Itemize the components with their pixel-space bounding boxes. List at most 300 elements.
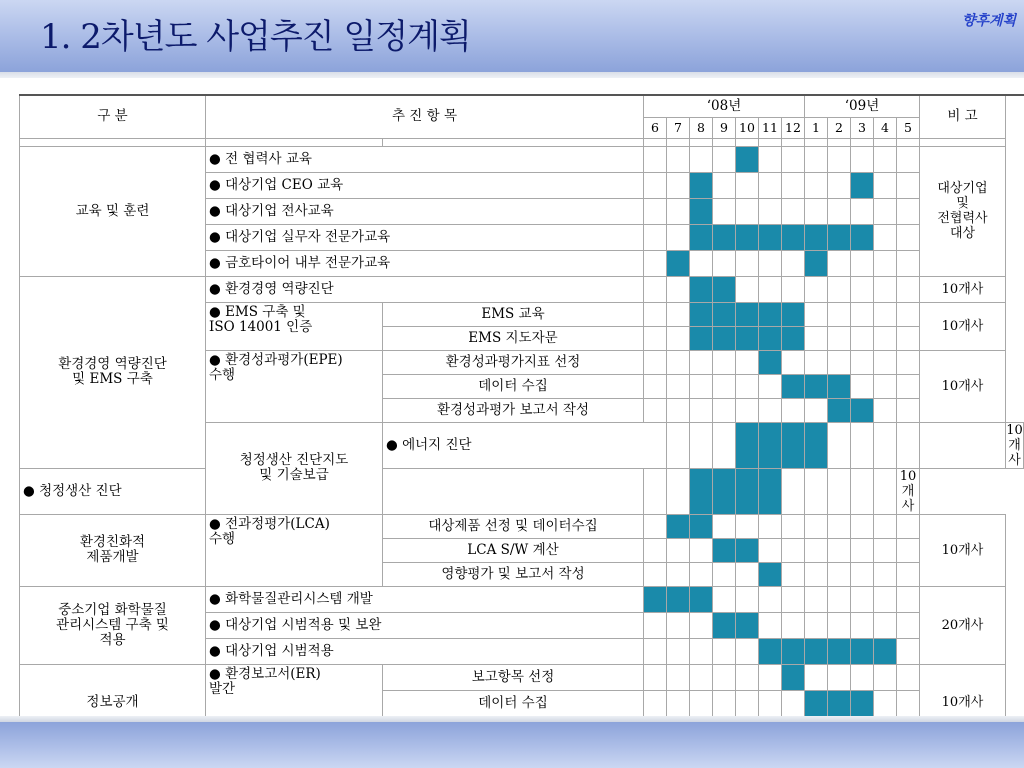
gantt-cell (897, 276, 920, 302)
gantt-cell (851, 250, 874, 276)
gantt-cell (759, 586, 782, 612)
header-month: 9 (713, 117, 736, 138)
gantt-cell-scheduled (713, 538, 736, 562)
gantt-cell (874, 468, 897, 514)
gantt-cell (897, 398, 920, 422)
gantt-cell (736, 562, 759, 586)
gantt-cell (851, 468, 874, 514)
gantt-cell-scheduled (851, 172, 874, 198)
task-item: ● 대상기업 전사교육 (206, 198, 644, 224)
gantt-cell (851, 146, 874, 172)
gantt-cell (897, 250, 920, 276)
subtask-item: 보고항목 선정 (383, 664, 644, 690)
gantt-cell (828, 538, 851, 562)
gantt-cell-scheduled (736, 612, 759, 638)
gantt-cell (667, 690, 690, 716)
gantt-cell-scheduled (759, 302, 782, 326)
table-row (20, 514, 1024, 538)
gantt-cell-scheduled (805, 422, 828, 468)
task-item: ● 대상기업 CEO 교육 (206, 172, 644, 198)
gantt-cell (828, 612, 851, 638)
gantt-cell (667, 198, 690, 224)
header-month: 11 (759, 117, 782, 138)
task-item: ● 금호타이어 내부 전문가교육 (206, 250, 644, 276)
gantt-cell (759, 690, 782, 716)
gantt-cell (713, 514, 736, 538)
task-item: ● 대상기업 실무자 전문가교육 (206, 224, 644, 250)
gantt-cell (782, 468, 805, 514)
gantt-cell-scheduled (713, 326, 736, 350)
gantt-cell (713, 146, 736, 172)
gantt-cell (874, 326, 897, 350)
header-month: 1 (805, 117, 828, 138)
header-spacer (690, 138, 713, 146)
gantt-cell-scheduled (644, 586, 667, 612)
gantt-cell (874, 690, 897, 716)
header-spacer (828, 138, 851, 146)
gantt-cell (713, 638, 736, 664)
gantt-cell (713, 350, 736, 374)
gantt-cell (736, 374, 759, 398)
gantt-cell (713, 664, 736, 690)
task-item: ● 환경보고서(ER) 발간 (206, 664, 383, 742)
gantt-cell (667, 302, 690, 326)
gantt-cell (690, 690, 713, 716)
gantt-cell (667, 398, 690, 422)
task-item: ● 대상기업 시범적용 (206, 638, 644, 664)
task-item: ● 환경경영 역량진단 (206, 276, 644, 302)
gantt-cell-scheduled (736, 538, 759, 562)
header-year-08: ‘08년 (644, 95, 805, 117)
gantt-cell (851, 664, 874, 690)
gantt-cell (667, 468, 690, 514)
gantt-cell (690, 398, 713, 422)
gantt-cell (667, 350, 690, 374)
gantt-cell (897, 514, 920, 538)
gantt-cell (828, 664, 851, 690)
gantt-cell (713, 198, 736, 224)
gantt-cell (713, 250, 736, 276)
header-category: 구 분 (20, 95, 206, 138)
subtask-item: 데이터 수집 (383, 374, 644, 398)
gantt-cell-scheduled (759, 224, 782, 250)
gantt-cell (644, 690, 667, 716)
gantt-cell (851, 350, 874, 374)
gantt-cell (644, 250, 667, 276)
gantt-cell-scheduled (828, 638, 851, 664)
gantt-cell-scheduled (736, 326, 759, 350)
note-cell: 10개사 (920, 302, 1006, 350)
header-spacer (383, 138, 644, 146)
note-cell: 10개사 (897, 468, 920, 514)
gantt-cell (759, 198, 782, 224)
header-spacer (874, 138, 897, 146)
gantt-cell (736, 198, 759, 224)
gantt-cell-scheduled (759, 562, 782, 586)
footer-bar (0, 722, 1024, 768)
gantt-cell (897, 690, 920, 716)
category-cell: 환경경영 역량진단 및 EMS 구축 (20, 276, 206, 468)
header-spacer (920, 138, 1006, 146)
gantt-cell-scheduled (782, 326, 805, 350)
note-cell: 10개사 (920, 276, 1006, 302)
subtask-item: EMS 교육 (383, 302, 644, 326)
schedule-table (19, 94, 1024, 743)
task-item: ● EMS 구축 및 ISO 14001 인증 (206, 302, 383, 350)
gantt-cell-scheduled (667, 586, 690, 612)
gantt-cell-scheduled (690, 276, 713, 302)
gantt-cell-scheduled (713, 302, 736, 326)
gantt-cell (828, 586, 851, 612)
gantt-cell (759, 398, 782, 422)
gantt-cell (897, 538, 920, 562)
gantt-cell (851, 538, 874, 562)
gantt-cell (874, 422, 897, 468)
gantt-cell (897, 198, 920, 224)
gantt-cell (667, 172, 690, 198)
gantt-cell (690, 538, 713, 562)
gantt-cell (851, 586, 874, 612)
gantt-cell (874, 350, 897, 374)
gantt-cell (690, 562, 713, 586)
gantt-cell (828, 514, 851, 538)
gantt-cell-scheduled (782, 224, 805, 250)
gantt-cell (874, 586, 897, 612)
gantt-cell (897, 146, 920, 172)
gantt-cell-scheduled (759, 422, 782, 468)
gantt-cell (805, 562, 828, 586)
gantt-cell-scheduled (736, 468, 759, 514)
header-spacer (667, 138, 690, 146)
gantt-cell (851, 562, 874, 586)
gantt-cell (690, 664, 713, 690)
header-spacer (805, 138, 828, 146)
header-items: 추 진 항 목 (206, 95, 644, 138)
gantt-cell (736, 586, 759, 612)
note-cell: 20개사 (920, 586, 1006, 664)
gantt-cell (874, 198, 897, 224)
gantt-cell (759, 374, 782, 398)
gantt-cell-scheduled (667, 250, 690, 276)
gantt-cell (828, 350, 851, 374)
gantt-cell (690, 638, 713, 664)
header-spacer (644, 138, 667, 146)
gantt-cell (782, 250, 805, 276)
gantt-cell (644, 638, 667, 664)
gantt-cell-scheduled (851, 224, 874, 250)
gantt-cell-scheduled (736, 422, 759, 468)
header-spacer (782, 138, 805, 146)
gantt-cell (897, 172, 920, 198)
gantt-cell (690, 250, 713, 276)
gantt-cell-scheduled (828, 224, 851, 250)
table-row (20, 146, 1024, 172)
gantt-cell (782, 146, 805, 172)
gantt-cell (713, 586, 736, 612)
gantt-cell (644, 468, 667, 514)
gantt-cell-scheduled (874, 638, 897, 664)
gantt-cell (782, 562, 805, 586)
category-cell: 교육 및 훈련 (20, 146, 206, 276)
subtask-item: EMS 지도자문 (383, 326, 644, 350)
gantt-cell (782, 276, 805, 302)
subtask-item: 영향평가 및 보고서 작성 (383, 562, 644, 586)
gantt-cell (805, 146, 828, 172)
gantt-cell (667, 612, 690, 638)
gantt-cell (874, 538, 897, 562)
gantt-cell (644, 276, 667, 302)
gantt-cell (851, 374, 874, 398)
gantt-cell (874, 562, 897, 586)
gantt-cell-scheduled (851, 690, 874, 716)
gantt-cell (782, 198, 805, 224)
gantt-cell (644, 538, 667, 562)
gantt-cell-scheduled (782, 302, 805, 326)
gantt-cell (874, 224, 897, 250)
gantt-cell (667, 146, 690, 172)
gantt-cell (874, 612, 897, 638)
gantt-cell-scheduled (782, 664, 805, 690)
header-spacer (20, 138, 206, 146)
gantt-cell (782, 586, 805, 612)
gantt-cell (828, 146, 851, 172)
gantt-cell (897, 350, 920, 374)
gantt-cell (759, 514, 782, 538)
header-month: 2 (828, 117, 851, 138)
gantt-cell (667, 374, 690, 398)
gantt-cell (644, 146, 667, 172)
gantt-cell (828, 250, 851, 276)
gantt-cell (644, 398, 667, 422)
gantt-cell-scheduled (782, 374, 805, 398)
gantt-cell (828, 276, 851, 302)
gantt-cell-scheduled (805, 690, 828, 716)
gantt-cell (851, 326, 874, 350)
gantt-cell-scheduled (713, 276, 736, 302)
gantt-cell (736, 172, 759, 198)
header-spacer (897, 138, 920, 146)
task-item: ● 전 협력사 교육 (206, 146, 644, 172)
note-cell: 10개사 (920, 350, 1006, 422)
gantt-cell (828, 198, 851, 224)
subtask-item: 환경성과평가 보고서 작성 (383, 398, 644, 422)
gantt-cell (736, 638, 759, 664)
gantt-cell-scheduled (782, 638, 805, 664)
header-month: 6 (644, 117, 667, 138)
task-item: ● 대상기업 시범적용 및 보완 (206, 612, 644, 638)
gantt-cell (874, 374, 897, 398)
task-item: ● 에너지 진단 (383, 422, 667, 468)
gantt-cell (805, 172, 828, 198)
gantt-cell (828, 326, 851, 350)
gantt-cell (805, 514, 828, 538)
gantt-cell (828, 468, 851, 514)
header-year-09: ‘09년 (805, 95, 920, 117)
gantt-cell (690, 422, 713, 468)
gantt-cell (897, 562, 920, 586)
gantt-cell (805, 612, 828, 638)
gantt-cell (667, 224, 690, 250)
subtask-item: 데이터 수집 (383, 690, 644, 716)
gantt-cell (874, 250, 897, 276)
gantt-cell-scheduled (690, 468, 713, 514)
gantt-cell (805, 468, 828, 514)
header-month: 7 (667, 117, 690, 138)
task-item: ● 청정생산 진단 (20, 468, 383, 514)
note-cell: 대상기업 및 전협력사 대상 (920, 146, 1006, 276)
task-item: ● 환경성과평가(EPE) 수행 (206, 350, 383, 422)
gantt-cell (667, 562, 690, 586)
gantt-cell (897, 586, 920, 612)
gantt-cell (736, 690, 759, 716)
gantt-cell (383, 468, 644, 514)
gantt-cell (713, 690, 736, 716)
category-cell: 청정생산 진단지도 및 기술보급 (206, 422, 383, 514)
gantt-cell (667, 638, 690, 664)
gantt-cell-scheduled (828, 374, 851, 398)
gantt-cell (759, 250, 782, 276)
gantt-cell (851, 302, 874, 326)
gantt-cell (874, 664, 897, 690)
header-spacer (759, 138, 782, 146)
gantt-cell-scheduled (736, 224, 759, 250)
gantt-cell (690, 612, 713, 638)
gantt-cell (805, 350, 828, 374)
gantt-cell (897, 664, 920, 690)
gantt-cell (897, 224, 920, 250)
gantt-cell (782, 350, 805, 374)
gantt-cell (759, 664, 782, 690)
header-note: 비 고 (920, 95, 1006, 138)
gantt-cell-scheduled (736, 146, 759, 172)
category-cell: 중소기업 화학물질 관리시스템 구축 및 적용 (20, 586, 206, 664)
gantt-cell-scheduled (805, 250, 828, 276)
note-cell: 10개사 (920, 514, 1006, 586)
header-spacer (736, 138, 759, 146)
gantt-cell (759, 146, 782, 172)
category-cell: 환경친화적 제품개발 (20, 514, 206, 586)
gantt-cell (897, 374, 920, 398)
task-item: ● 전과정평가(LCA) 수행 (206, 514, 383, 586)
gantt-cell (897, 422, 920, 468)
gantt-cell (690, 146, 713, 172)
gantt-cell-scheduled (782, 422, 805, 468)
gantt-cell (851, 514, 874, 538)
gantt-cell-scheduled (690, 172, 713, 198)
header-divider (0, 72, 1024, 78)
gantt-cell (897, 612, 920, 638)
gantt-cell-scheduled (690, 224, 713, 250)
gantt-cell (736, 398, 759, 422)
gantt-cell (667, 538, 690, 562)
gantt-cell (782, 612, 805, 638)
table-row (20, 664, 1024, 690)
subtask-item: 환경성과평가지표 선정 (383, 350, 644, 374)
header-month: 5 (897, 117, 920, 138)
task-item: ● 화학물질관리시스템 개발 (206, 586, 644, 612)
gantt-cell (667, 422, 690, 468)
gantt-cell-scheduled (759, 350, 782, 374)
gantt-cell (644, 374, 667, 398)
gantt-cell (644, 612, 667, 638)
gantt-cell-scheduled (713, 224, 736, 250)
gantt-cell (920, 422, 1006, 468)
gantt-cell (759, 276, 782, 302)
gantt-cell (759, 172, 782, 198)
header-month: 12 (782, 117, 805, 138)
header-month: 4 (874, 117, 897, 138)
gantt-cell (782, 398, 805, 422)
gantt-cell (897, 638, 920, 664)
gantt-cell-scheduled (805, 638, 828, 664)
subtask-item: 대상제품 선정 및 데이터수집 (383, 514, 644, 538)
header-spacer (851, 138, 874, 146)
gantt-cell (713, 422, 736, 468)
gantt-cell (851, 612, 874, 638)
gantt-cell-scheduled (851, 638, 874, 664)
gantt-cell-scheduled (690, 302, 713, 326)
header-month: 8 (690, 117, 713, 138)
gantt-cell (828, 172, 851, 198)
table-row (20, 468, 1024, 514)
gantt-cell (874, 302, 897, 326)
gantt-cell (736, 664, 759, 690)
gantt-cell (897, 326, 920, 350)
gantt-cell (805, 664, 828, 690)
gantt-cell (874, 276, 897, 302)
gantt-cell-scheduled (736, 302, 759, 326)
gantt-cell (805, 538, 828, 562)
gantt-cell (736, 276, 759, 302)
gantt-cell (874, 146, 897, 172)
gantt-cell (805, 198, 828, 224)
gantt-cell (874, 172, 897, 198)
table-row (20, 276, 1024, 302)
gantt-cell (644, 198, 667, 224)
gantt-cell-scheduled (690, 198, 713, 224)
gantt-cell (851, 198, 874, 224)
gantt-cell-scheduled (805, 374, 828, 398)
gantt-cell (667, 326, 690, 350)
gantt-cell (782, 538, 805, 562)
gantt-cell-scheduled (690, 514, 713, 538)
gantt-cell (805, 302, 828, 326)
gantt-cell-scheduled (759, 468, 782, 514)
gantt-cell (851, 276, 874, 302)
gantt-cell (805, 398, 828, 422)
gantt-cell (736, 514, 759, 538)
gantt-cell (805, 326, 828, 350)
header-month: 10 (736, 117, 759, 138)
gantt-cell-scheduled (805, 224, 828, 250)
gantt-cell (759, 612, 782, 638)
note-cell: 10개사 (920, 664, 1006, 742)
gantt-cell-scheduled (690, 326, 713, 350)
gantt-cell-scheduled (759, 638, 782, 664)
note-cell: 10개사 (1006, 422, 1023, 468)
gantt-cell (644, 224, 667, 250)
gantt-cell-scheduled (828, 690, 851, 716)
gantt-cell (851, 422, 874, 468)
gantt-cell (644, 326, 667, 350)
section-label: 향후계획 (961, 13, 1016, 29)
gantt-cell (690, 350, 713, 374)
gantt-cell (736, 250, 759, 276)
gantt-cell-scheduled (667, 514, 690, 538)
gantt-cell (644, 350, 667, 374)
gantt-cell-scheduled (759, 326, 782, 350)
gantt-cell (874, 514, 897, 538)
